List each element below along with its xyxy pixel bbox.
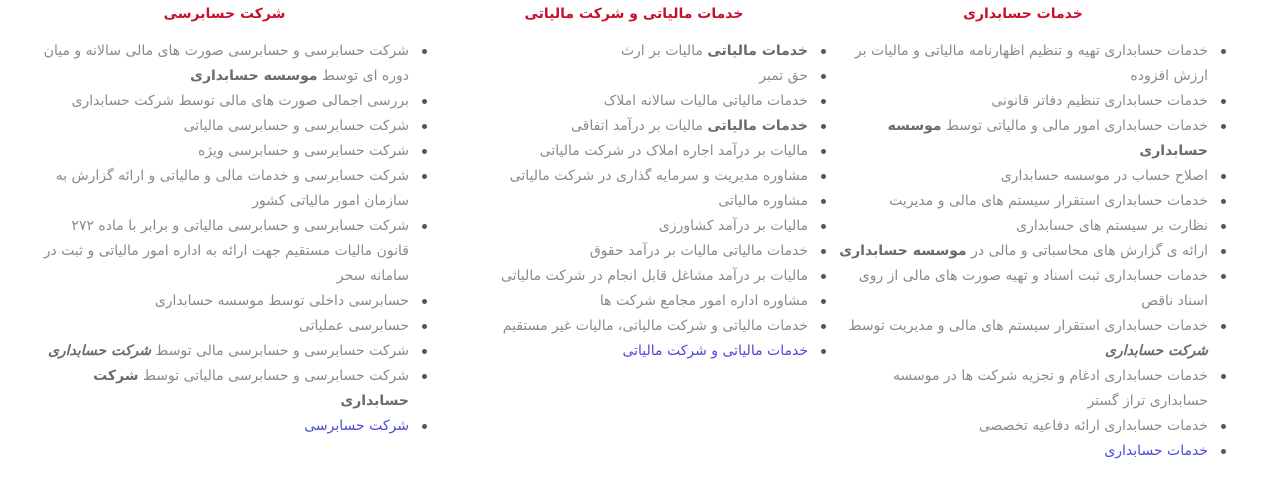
list-item	[838, 314, 1208, 364]
item-text: شرکت حسابرسی و حسابرسی مالیاتی توسط	[138, 368, 409, 384]
list-item	[460, 314, 808, 339]
item-text: ارائه ی گزارش های محاسباتی و مالی در	[966, 243, 1208, 259]
list-item	[460, 39, 808, 64]
item-text: خدمات حسابداری ادغام و تجزیه شرکت ها در موسسه حسابداری تراز گستر	[893, 368, 1208, 409]
list-item	[838, 89, 1208, 114]
item-text: مالیات بر ارث	[620, 43, 708, 59]
list-item	[838, 164, 1208, 189]
list-item	[460, 214, 808, 239]
item-emphasis: موسسه حسابداری	[887, 118, 1208, 159]
item-text: خدمات حسابداری استقرار سیستم های مالی و مدیریت	[889, 193, 1208, 209]
list-item	[838, 264, 1208, 314]
item-emphasis: خدمات مالیاتی	[707, 118, 808, 134]
audit-company-column	[40, 0, 409, 439]
list-item	[460, 64, 808, 89]
list-item	[40, 289, 409, 314]
list-item	[460, 264, 808, 289]
audit-company-list	[40, 39, 409, 439]
list-item	[460, 289, 808, 314]
item-emphasis: موسسه حسابداری	[839, 243, 967, 259]
list-item	[40, 114, 409, 139]
item-text: شرکت حسابرسی و حسابرسی مالی توسط	[150, 343, 409, 359]
item-text: نظارت بر سیستم های حسابداری	[1016, 218, 1208, 234]
list-item	[40, 89, 409, 114]
item-text: خدمات حسابداری تنظیم دفاتر قانونی	[991, 93, 1208, 109]
accounting-services-column	[838, 0, 1208, 464]
item-text: اصلاح حساب در موسسه حسابداری	[1000, 168, 1208, 184]
item-emphasis: موسسه حسابداری	[190, 68, 318, 84]
list-item[interactable]	[838, 439, 1208, 464]
accounting-services-list	[838, 39, 1208, 464]
list-item	[838, 39, 1208, 89]
list-item	[460, 139, 808, 164]
item-text: مشاوره مدیریت و سرمایه گذاری در شرکت مالیاتی	[509, 168, 808, 184]
tax-services-title: خدمات مالیاتی و شرکت مالیاتی	[524, 6, 744, 22]
list-item	[838, 414, 1208, 439]
tax-services-column	[460, 0, 808, 364]
list-item	[838, 364, 1208, 414]
list-item	[40, 314, 409, 339]
item-text: مشاوره اداره امور مجامع شرکت ها	[599, 293, 808, 309]
accounting-services-title: خدمات حسابداری	[963, 6, 1083, 22]
item-text: مالیات بر درآمد اتفاقی	[571, 118, 708, 134]
item-emphasis: شرکت حسابداری	[93, 368, 409, 409]
item-text: خدمات حسابداری ثبت اسناد و تهیه صورت های مالی از روی اسناد ناقص	[858, 268, 1208, 309]
list-item	[838, 214, 1208, 239]
item-text: مالیات بر درآمد مشاغل قابل انجام در شرکت مالیاتی	[501, 268, 808, 284]
item-text: خدمات مالیاتی و شرکت مالیاتی، مالیات غیر مستقیم	[502, 318, 808, 334]
list-item	[460, 189, 808, 214]
list-item	[460, 239, 808, 264]
audit-company-title: شرکت حسابرسی	[163, 6, 286, 22]
list-item	[460, 114, 808, 139]
item-text: خدمات مالیاتی مالیات بر درآمد حقوق	[589, 243, 808, 259]
service-link[interactable]: خدمات حسابداری	[1104, 443, 1208, 459]
item-text: شرکت حسابرسی و حسابرسی مالیاتی	[183, 118, 409, 134]
item-text: شرکت حسابرسی و خدمات مالی و مالیاتی و ارائه گزارش به سازمان امور مالیاتی کشور	[55, 168, 409, 209]
item-text: حق تمبر	[759, 68, 808, 84]
service-link[interactable]: شرکت حسابرسی	[304, 418, 409, 434]
item-text: حسابرسی عملیاتی	[298, 318, 409, 334]
list-item	[460, 89, 808, 114]
list-item	[838, 239, 1208, 264]
list-item[interactable]	[40, 414, 409, 439]
list-item	[40, 164, 409, 214]
list-item	[40, 339, 409, 364]
item-text: خدمات حسابداری امور مالی و مالیاتی توسط	[941, 118, 1208, 134]
item-emphasis: شرکت حسابداری	[1104, 343, 1208, 359]
list-item	[40, 214, 409, 289]
item-emphasis: خدمات مالیاتی	[707, 43, 808, 59]
list-item	[40, 139, 409, 164]
item-text: شرکت حسابرسی و حسابرسی مالیاتی و برابر با ماده ۲۷۲ قانون مالیات مستقیم جهت ارائه به اداره امور مالیاتی و ثبت در سامانه سحر	[43, 218, 409, 284]
item-text: مشاوره مالیاتی	[718, 193, 808, 209]
item-text: شرکت حسابرسی و حسابرسی ویژه	[197, 143, 409, 159]
list-item	[838, 189, 1208, 214]
list-item	[40, 39, 409, 89]
item-text: بررسی اجمالی صورت های مالی توسط شرکت حسابداری	[71, 93, 409, 109]
item-text: شرکت حسابرسی و حسابرسی صورت های مالی سالانه و میان دوره ای توسط	[43, 43, 409, 84]
list-item[interactable]	[460, 339, 808, 364]
item-text: حسابرسی داخلی توسط موسسه حسابداری	[154, 293, 409, 309]
tax-services-list	[460, 39, 808, 364]
list-item	[460, 164, 808, 189]
list-item	[838, 114, 1208, 164]
item-text: خدمات مالیاتی مالیات سالانه املاک	[603, 93, 808, 109]
item-text: خدمات حسابداری تهیه و تنظیم اظهارنامه مالیاتی و مالیات بر ارزش افزوده	[854, 43, 1208, 84]
list-item	[40, 364, 409, 414]
item-text: خدمات حسابداری ارائه دفاعیه تخصصی	[978, 418, 1208, 434]
service-link[interactable]: خدمات مالیاتی و شرکت مالیاتی	[622, 343, 808, 359]
item-text: خدمات حسابداری استقرار سیستم های مالی و مدیریت توسط	[848, 318, 1208, 334]
item-text: مالیات بر درآمد کشاورزی	[658, 218, 808, 234]
item-text: مالیات بر درآمد اجاره املاک در شرکت مالیاتی	[539, 143, 808, 159]
item-emphasis: شرکت حسابداری	[47, 343, 151, 359]
